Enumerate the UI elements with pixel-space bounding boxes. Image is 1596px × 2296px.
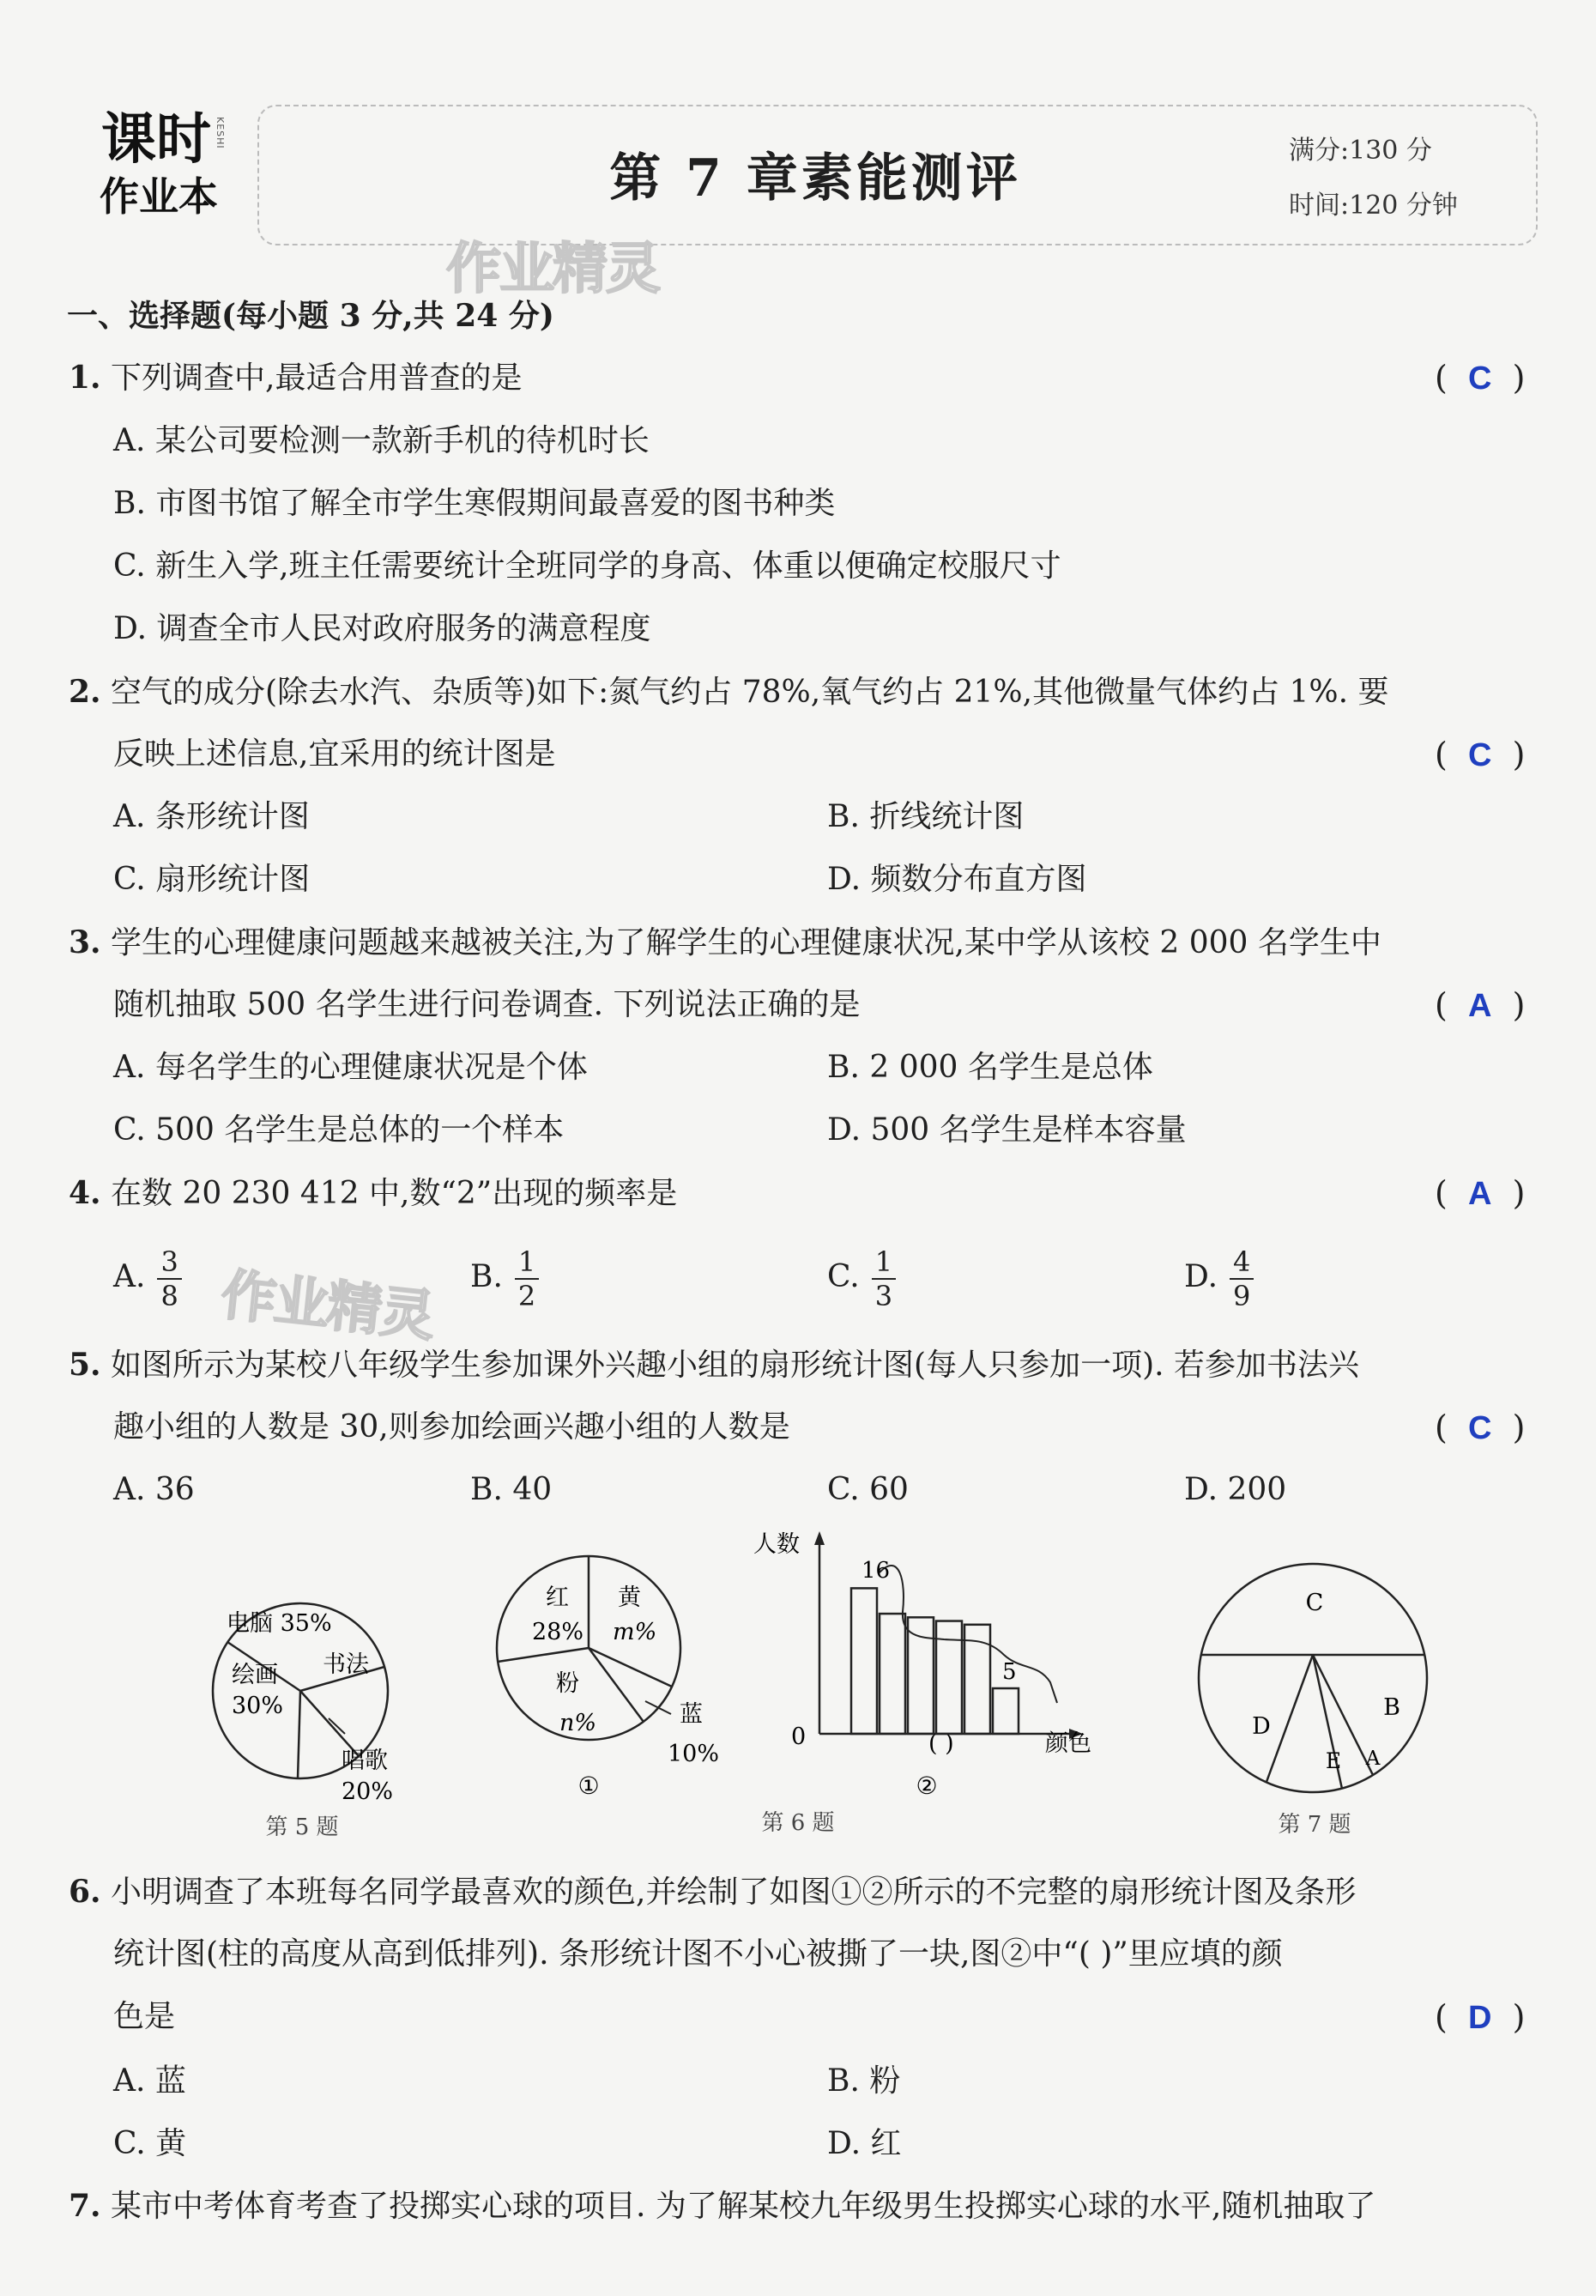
option-4a (113, 1243, 182, 1312)
answer-letter: D (1468, 2000, 1492, 2036)
paren-close: ) (1512, 736, 1526, 773)
answer-letter: C (1468, 737, 1492, 773)
logo-line1: 课时 (101, 108, 211, 172)
fig6-label-blue-pct: 10% (668, 1741, 720, 1767)
fig6-pie (497, 1556, 719, 1800)
question-6-cont: 统计图(柱的高度从高到低排列). 条形统计图不小心被撕了一块,图②中“( )”里应填的颜 (113, 1936, 1283, 1972)
fig6-bar-caption: ② (916, 1772, 938, 1800)
fig7-divider (1313, 1655, 1373, 1775)
question-number: 3. (69, 924, 101, 960)
fraction (872, 1245, 896, 1312)
fig6-caption: 第 6 题 (761, 1810, 835, 1836)
question-6-cont2: 色是 (113, 1999, 176, 2034)
option-5d: D. 200 (1184, 1472, 1287, 1507)
fig5-label-singing: 唱歌 (342, 1748, 388, 1774)
option-4d (1184, 1243, 1254, 1312)
paren-open: ( (1435, 986, 1448, 1024)
bar-xlabel: 颜色 (1045, 1730, 1091, 1757)
fraction (1230, 1245, 1254, 1312)
answer-letter: A (1468, 988, 1492, 1024)
paren-close: ) (1512, 359, 1526, 397)
question-text: 小明调查了本班每名同学最喜欢的颜色,并绘制了如图①②所示的不完整的扇形统计图及条形 (111, 1875, 1357, 1910)
option-1d: D. 调查全市人民对政府服务的满意程度 (113, 611, 651, 646)
paren-open: ( (1435, 1998, 1448, 2036)
bar-label-first: 16 (861, 1558, 891, 1584)
option-6b: B. 粉 (827, 2063, 901, 2099)
y-axis-arrow (814, 1531, 825, 1545)
question-number: 2. (69, 674, 101, 710)
fig6-label-red-pct: 28% (532, 1619, 584, 1645)
fig6-label-pink-pct: n% (559, 1710, 597, 1736)
section-heading: 一、选择题(每小题 3 分,共 24 分) (67, 298, 554, 334)
option-2d: D. 频数分布直方图 (827, 862, 1087, 897)
denominator: 3 (874, 1280, 893, 1312)
fig6-label-yellow-pct: m% (613, 1619, 657, 1645)
fig7-caption: 第 7 题 (1278, 1812, 1351, 1838)
answer-3 (1435, 986, 1525, 1025)
fig5-label-computer: 电脑 35% (227, 1610, 332, 1637)
question-3 (69, 924, 1381, 962)
paren-open: ( (1435, 1408, 1448, 1446)
question-5 (69, 1346, 1359, 1384)
question-3-cont: 随机抽取 500 名学生进行问卷调查. 下列说法正确的是 (113, 987, 861, 1022)
option-2a: A. 条形统计图 (113, 799, 310, 834)
paren-open: ( (1435, 359, 1448, 397)
question-number: 1. (69, 360, 101, 396)
paren-open: ( (1435, 736, 1448, 773)
option-1a: A. 某公司要检测一款新手机的待机时长 (113, 423, 650, 458)
fig6-divider (498, 1648, 589, 1662)
bar-ylabel: 人数 (753, 1531, 800, 1558)
question-text: 下列调查中,最适合用普查的是 (111, 360, 523, 396)
numerator: 3 (157, 1245, 181, 1280)
question-number: 7. (69, 2188, 101, 2224)
question-text: 在数 20 230 412 中,数“2”出现的频率是 (111, 1176, 678, 1211)
figures-row (0, 1519, 1596, 1854)
option-6a: A. 蓝 (113, 2063, 186, 2099)
page-title: 第 7 章素能测评 (609, 148, 1021, 209)
question-6 (69, 1873, 1357, 1911)
fig5-label-calligraphy: 书法 (323, 1651, 369, 1678)
answer-letter: C (1468, 360, 1492, 397)
fig6-label-blue: 蓝 (680, 1701, 703, 1728)
brand-logo (69, 101, 240, 239)
question-number: 6. (69, 1874, 101, 1910)
option-3c: C. 500 名学生是总体的一个样本 (113, 1112, 565, 1148)
fig5-label-painting: 绘画 (232, 1662, 278, 1688)
option-label: C. (827, 1259, 860, 1294)
fig5-divider (298, 1691, 300, 1778)
question-number: 4. (69, 1175, 101, 1211)
exam-time: 时间:120 分钟 (1289, 191, 1458, 221)
option-5a: A. 36 (113, 1472, 195, 1507)
fig7-label-a: A (1365, 1748, 1381, 1770)
bar-origin: 0 (791, 1724, 807, 1750)
watermark-2: 作业精灵 (218, 1263, 437, 1349)
fig6-pointer (645, 1701, 671, 1714)
fraction (515, 1245, 539, 1312)
paren-close: ) (1512, 1998, 1526, 2036)
fig5-label-painting-pct: 30% (232, 1693, 284, 1719)
logo-line2: 作业本 (100, 173, 218, 220)
bar-blank-label: ( ) (928, 1730, 954, 1757)
option-4c (827, 1243, 896, 1312)
question-text: 空气的成分(除去水汽、杂质等)如下:氮气约占 78%,氧气约占 21%,其他微量气体约占 1%. 要 (111, 675, 1389, 710)
fig7-label-d: D (1252, 1713, 1271, 1740)
option-3a: A. 每名学生的心理健康状况是个体 (113, 1050, 588, 1085)
fig6-bar (753, 1531, 1091, 1800)
numerator: 4 (1230, 1245, 1254, 1280)
option-3d: D. 500 名学生是样本容量 (827, 1112, 1187, 1148)
option-1b: B. 市图书馆了解全市学生寒假期间最喜爱的图书种类 (113, 486, 836, 521)
denominator: 2 (517, 1280, 536, 1312)
answer-4 (1435, 1174, 1525, 1213)
option-5b: B. 40 (470, 1472, 553, 1507)
fraction (157, 1245, 181, 1312)
question-4 (69, 1174, 677, 1213)
denominator: 9 (1233, 1280, 1251, 1312)
logo-small-text: KESHI (215, 117, 226, 149)
bar-2 (880, 1614, 905, 1734)
option-label: D. (1184, 1259, 1218, 1294)
paren-open: ( (1435, 1174, 1448, 1212)
option-1c: C. 新生入学,班主任需要统计全班同学的身高、体重以便确定校服尺寸 (113, 548, 1061, 584)
fig7-label-c: C (1305, 1590, 1324, 1616)
question-text: 如图所示为某校八年级学生参加课外兴趣小组的扇形统计图(每人只参加一项). 若参加书法兴 (111, 1348, 1360, 1383)
bar-3 (908, 1617, 934, 1734)
fig7-pie (1199, 1564, 1427, 1838)
answer-1 (1435, 359, 1525, 397)
option-label: B. (470, 1259, 503, 1294)
question-2 (69, 673, 1389, 712)
full-score: 满分:130 分 (1289, 136, 1432, 166)
fig5-pie (213, 1603, 393, 1840)
option-label: A. (113, 1259, 146, 1294)
paren-close: ) (1512, 1174, 1526, 1212)
answer-letter: A (1468, 1176, 1492, 1212)
question-text: 某市中考体育考查了投掷实心球的项目. 为了解某校九年级男生投掷实心球的水平,随机抽取了 (111, 2189, 1376, 2224)
question-number: 5. (69, 1347, 101, 1383)
paren-close: ) (1512, 986, 1526, 1024)
bar-4 (936, 1621, 962, 1734)
question-text: 学生的心理健康问题越来越被关注,为了解学生的心理健康状况,某中学从该校 2 000 名学生中 (111, 925, 1381, 960)
fig6-divider (589, 1648, 644, 1722)
fig7-label-b: B (1383, 1694, 1400, 1721)
bars-group (851, 1588, 1019, 1734)
numerator: 1 (872, 1245, 896, 1280)
fig6-label-yellow: 黄 (618, 1584, 641, 1611)
option-2b: B. 折线统计图 (827, 799, 1025, 834)
option-4b (470, 1243, 539, 1312)
answer-6 (1435, 1998, 1525, 2037)
fig5-caption: 第 5 题 (265, 1814, 339, 1840)
fig5-label-singing-pct: 20% (342, 1778, 394, 1805)
question-5-cont: 趣小组的人数是 30,则参加绘画兴趣小组的人数是 (113, 1409, 790, 1445)
answer-letter: C (1468, 1410, 1492, 1446)
numerator: 1 (515, 1245, 539, 1280)
fig7-label-e: E (1325, 1748, 1342, 1773)
bar-1 (851, 1588, 877, 1734)
question-1 (69, 359, 523, 397)
fig6-divider (589, 1648, 672, 1687)
watermark: 作业精灵 (446, 238, 659, 301)
denominator: 8 (160, 1280, 178, 1312)
question-2-cont: 反映上述信息,宜采用的统计图是 (113, 736, 556, 772)
fig5-divider (300, 1691, 359, 1756)
fig6-label-red: 红 (546, 1584, 569, 1611)
option-3b: B. 2 000 名学生是总体 (827, 1050, 1153, 1085)
answer-2 (1435, 736, 1525, 774)
answer-5 (1435, 1408, 1525, 1447)
option-6d: D. 红 (827, 2126, 902, 2161)
option-2c: C. 扇形统计图 (113, 862, 311, 897)
question-7 (69, 2187, 1375, 2226)
option-6c: C. 黄 (113, 2126, 187, 2161)
bar-6 (993, 1688, 1019, 1734)
fig7-divider (1267, 1655, 1313, 1782)
fig6-pie-caption: ① (577, 1772, 600, 1800)
fig6-label-pink: 粉 (556, 1670, 579, 1697)
bar-label-last: 5 (1002, 1659, 1017, 1685)
option-5c: C. 60 (827, 1472, 909, 1507)
paren-close: ) (1512, 1408, 1526, 1446)
